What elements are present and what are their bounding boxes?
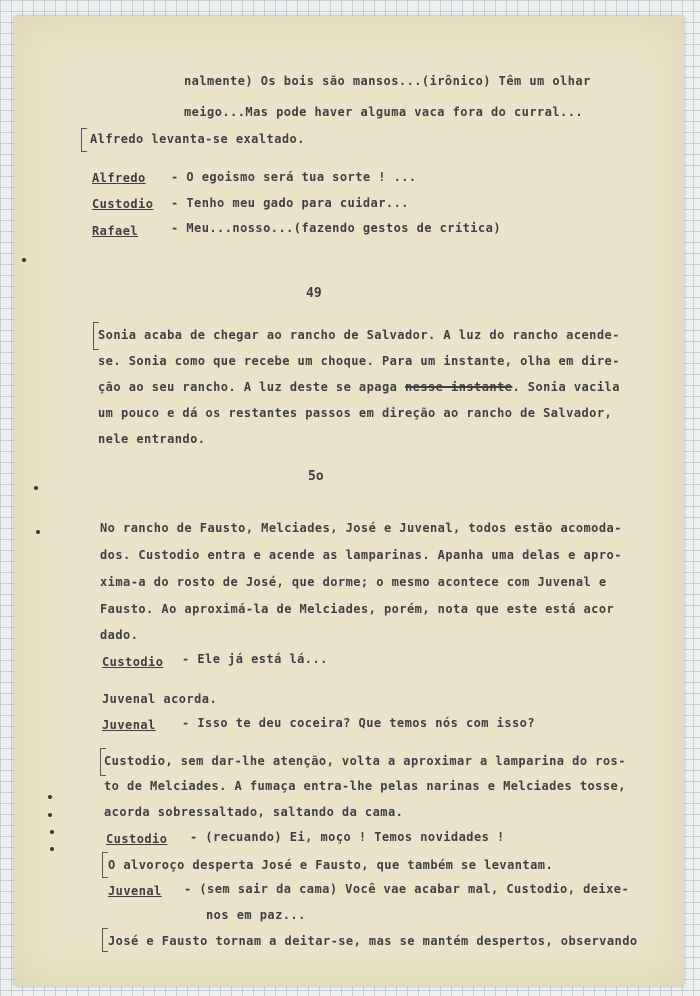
text-line: dado.	[100, 628, 139, 642]
text-line: Custodio, sem dar-lhe atenção, volta a aproximar a lamparina do ros-	[104, 754, 626, 768]
text-line: dos. Custodio entra e acende as lamparinas. Apanha uma delas e apro-	[100, 548, 622, 562]
stage-direction: O alvoroço desperta José e Fausto, que também se levantam.	[108, 858, 554, 872]
text-line: to de Melciades. A fumaça entra-lhe pelas narinas e Melciades tosse,	[104, 779, 626, 793]
dialogue-text: - (sem sair da cama) Você vae acabar mal, Custodio, deixe-	[184, 882, 630, 896]
dialogue-text: - Meu...nosso...(fazendo gestos de crítica)	[171, 221, 502, 235]
margin-dot	[34, 486, 38, 490]
dialogue-text: - O egoismo será tua sorte ! ...	[171, 170, 417, 184]
margin-dot	[36, 530, 40, 534]
speaker-name: Custodio	[106, 832, 168, 846]
text-line: nele entrando.	[98, 432, 206, 446]
dialogue-line	[102, 718, 156, 732]
struck-text: nesse instante	[404, 380, 513, 394]
dialogue-line	[102, 655, 163, 669]
speaker-name: Rafael	[92, 224, 139, 238]
text-line: se. Sonia como que recebe um choque. Para um instante, olha em dire-	[98, 354, 620, 368]
speaker-name: Custodio	[102, 655, 164, 669]
dialogue-text: - Tenho meu gado para cuidar...	[171, 196, 409, 210]
margin-dot	[50, 847, 54, 851]
dialogue-continuation: nos em paz...	[206, 908, 306, 922]
scene-number: 5o	[308, 469, 324, 484]
dialogue-text: - (recuando) Ei, moço ! Temos novidades !	[190, 830, 505, 844]
stage-direction: Juvenal acorda.	[102, 692, 218, 706]
dialogue-text: - Isso te deu coceira? Que temos nós com isso?	[182, 716, 536, 730]
typewritten-page	[14, 16, 684, 986]
dialogue-line	[106, 832, 167, 846]
text-line: um pouco e dá os restantes passos em direção ao rancho de Salvador,	[98, 406, 613, 420]
text-line	[98, 380, 620, 394]
paragraph-bracket	[81, 128, 87, 152]
dialogue-text: - Ele já está lá...	[182, 652, 328, 666]
margin-dot	[48, 795, 52, 799]
stage-direction: Alfredo levanta-se exaltado.	[90, 132, 305, 146]
dialogue-line	[92, 171, 146, 185]
text-line: meigo...Mas pode haver alguma vaca fora do curral...	[184, 105, 584, 119]
text-segment: ção ao seu rancho. A luz deste se apaga	[98, 380, 405, 394]
scene-number: 49	[306, 286, 322, 301]
text-line: nalmente) Os bois são mansos...(irônico) Têm um olhar	[184, 74, 591, 88]
speaker-name: Custodio	[92, 197, 154, 211]
margin-dot	[50, 830, 54, 834]
text-line: Sonia acaba de chegar ao rancho de Salvador. A luz do rancho acende-	[98, 328, 620, 342]
speaker-name: Alfredo	[92, 171, 146, 185]
dialogue-line	[108, 884, 162, 898]
speaker-name: Juvenal	[108, 884, 162, 898]
margin-dot	[22, 258, 26, 262]
dialogue-line	[92, 224, 138, 238]
text-line: José e Fausto tornam a deitar-se, mas se mantém despertos, observando	[108, 934, 638, 948]
text-line: Fausto. Ao aproximá-la de Melciades, porém, nota que este está acor	[100, 602, 615, 616]
text-line: acorda sobressaltado, saltando da cama.	[104, 805, 404, 819]
dialogue-line	[92, 197, 153, 211]
margin-dot	[48, 813, 52, 817]
text-line: No rancho de Fausto, Melciades, José e Juvenal, todos estão acomoda-	[100, 521, 622, 535]
text-segment: . Sonia vacila	[512, 380, 620, 394]
text-line: xima-a do rosto de José, que dorme; o mesmo acontece com Juvenal e	[100, 575, 607, 589]
speaker-name: Juvenal	[102, 718, 156, 732]
